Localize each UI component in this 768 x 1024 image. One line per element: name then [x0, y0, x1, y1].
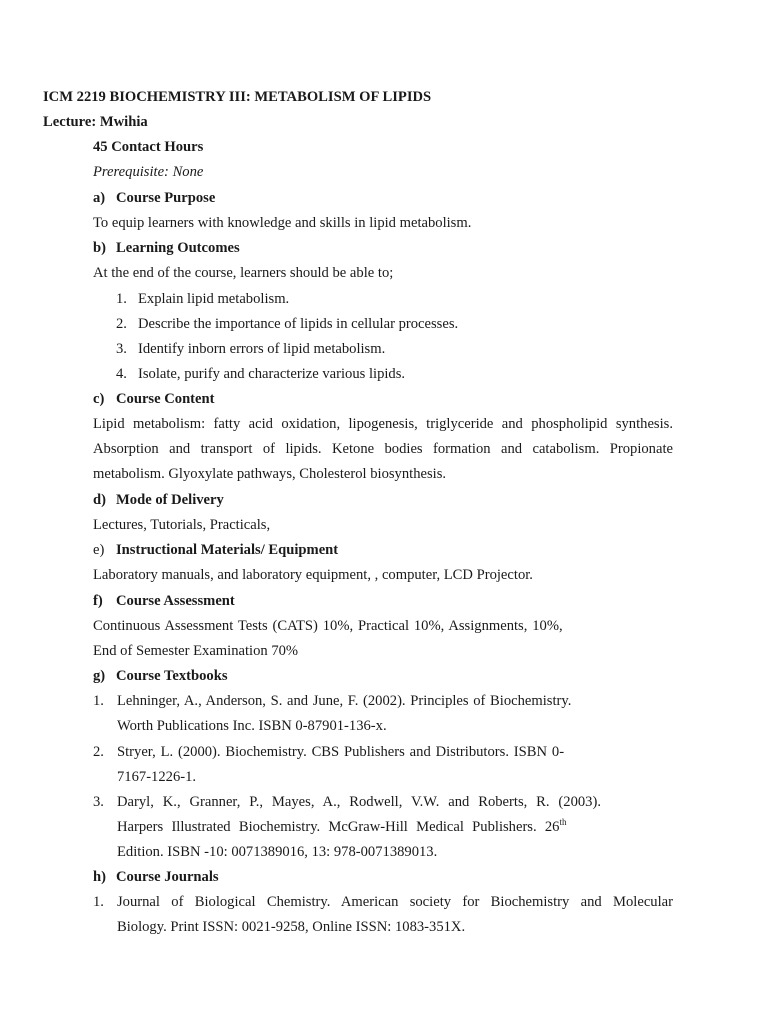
list-item-number: 2.: [116, 316, 127, 332]
section-content-line: metabolism. Glyoxylate pathways, Cholesterol biosynthesis.: [93, 466, 447, 482]
journal-number: 1.: [93, 894, 104, 910]
section-outcomes-heading: Learning Outcomes: [116, 240, 240, 256]
list-item-number: 3.: [116, 341, 127, 357]
textbook-line: Stryer, L. (2000). Biochemistry. CBS Publishers and Distributors. ISBN 0-: [117, 744, 565, 760]
journal-line: Biology. Print ISSN: 0021-9258, Online ISSN: 1083-351X.: [117, 919, 466, 935]
textbook-number: 1.: [93, 693, 104, 709]
contact-hours: 45 Contact Hours: [93, 139, 204, 155]
section-journals-heading: Course Journals: [116, 869, 219, 885]
list-item-text: Describe the importance of lipids in cellular processes.: [138, 316, 459, 332]
list-item-text: Isolate, purify and characterize various lipids.: [138, 366, 406, 382]
section-assessment-line: End of Semester Examination 70%: [93, 643, 299, 659]
section-assessment-line: Continuous Assessment Tests (CATS) 10%, Practical 10%, Assignments, 10%,: [93, 618, 563, 634]
section-content-heading: Course Content: [116, 391, 215, 407]
course-title: ICM 2219 BIOCHEMISTRY III: METABOLISM OF LIPIDS: [43, 89, 432, 105]
list-item-number: 4.: [116, 366, 127, 382]
section-materials-letter: e): [93, 542, 105, 558]
textbook-number: 3.: [93, 794, 104, 810]
section-content-line: Lipid metabolism: fatty acid oxidation, lipogenesis, triglyceride and phospholipid synthesis.: [93, 416, 673, 432]
section-purpose-text: To equip learners with knowledge and skills in lipid metabolism.: [93, 215, 472, 231]
section-delivery-heading: Mode of Delivery: [116, 492, 224, 508]
list-item-number: 1.: [116, 291, 127, 307]
section-purpose-letter: a): [93, 190, 106, 206]
textbook-line: [117, 818, 567, 836]
section-materials-heading: Instructional Materials/ Equipment: [116, 542, 339, 558]
textbook-line: Worth Publications Inc. ISBN 0-87901-136-x.: [117, 718, 387, 734]
section-outcomes-letter: b): [93, 240, 106, 256]
section-textbooks-heading: Course Textbooks: [116, 668, 228, 684]
list-item-text: Explain lipid metabolism.: [138, 291, 290, 307]
ordinal-suffix: th: [559, 817, 567, 828]
section-materials-text: Laboratory manuals, and laboratory equipment, , computer, LCD Projector.: [93, 567, 533, 583]
section-delivery-text: Lectures, Tutorials, Practicals,: [93, 517, 271, 533]
lecturer-name: Lecture: Mwihia: [43, 114, 148, 130]
textbook-line: Edition. ISBN -10: 0071389016, 13: 978-0071389013.: [117, 844, 438, 860]
section-assessment-heading: Course Assessment: [116, 593, 235, 609]
section-assessment-letter: f): [93, 593, 103, 609]
section-content-letter: c): [93, 391, 105, 407]
textbook-line-text: Harpers Illustrated Biochemistry. McGraw-Hill Medical Publishers. 26: [117, 819, 560, 835]
textbook-line: 7167-1226-1.: [117, 769, 197, 785]
section-purpose-heading: Course Purpose: [116, 190, 216, 206]
list-item-text: Identify inborn errors of lipid metabolism.: [138, 341, 386, 357]
section-journals-letter: h): [93, 869, 106, 885]
section-delivery-letter: d): [93, 492, 106, 508]
textbook-line: Daryl, K., Granner, P., Mayes, A., Rodwell, V.W. and Roberts, R. (2003).: [117, 794, 601, 810]
textbook-number: 2.: [93, 744, 104, 760]
section-content-line: Absorption and transport of lipids. Ketone bodies formation and catabolism. Propionate: [93, 441, 673, 457]
section-textbooks-letter: g): [93, 668, 106, 684]
section-outcomes-intro: At the end of the course, learners should be able to;: [93, 265, 394, 281]
textbook-line: Lehninger, A., Anderson, S. and June, F. (2002). Principles of Biochemistry.: [117, 693, 572, 709]
prerequisite: Prerequisite: None: [93, 164, 204, 180]
journal-line: Journal of Biological Chemistry. American society for Biochemistry and Molecular: [117, 894, 673, 910]
